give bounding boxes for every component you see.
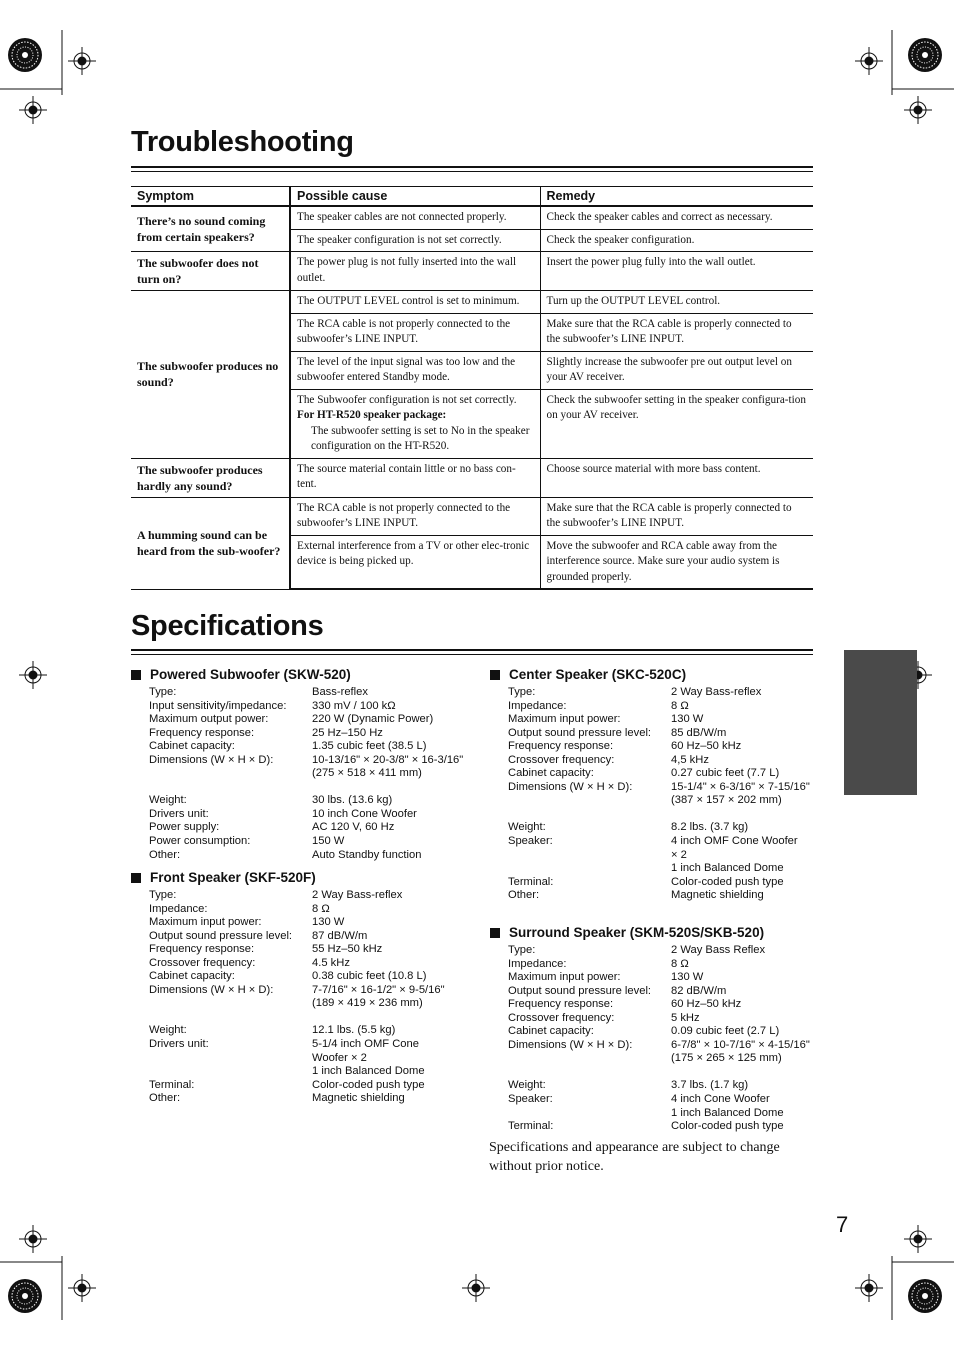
spec-value-line: (189 × 419 × 236 mm) [312,997,423,1010]
square-bullet-icon [490,928,500,938]
spec-value [312,794,469,808]
spec-row [149,700,469,714]
spec-row [149,984,469,1011]
spec-label: Output sound pressure level: [149,929,293,942]
spec-value [671,889,823,903]
spec-value-line: 25 Hz–150 Hz [312,726,383,739]
symptom-cell: There’s no sound coming from certain speakers? [131,206,290,252]
spec-label: Impedance: [508,957,567,970]
spec-value-line: 2 Way Bass-reflex [671,686,762,698]
star-target-icon [908,1279,942,1313]
spec-value-line: 30 lbs. (13.6 kg) [312,794,393,807]
spec-value-line: 3.7 lbs. (1.7 kg) [671,1079,749,1092]
spec-value-line: Color-coded push type [671,875,784,888]
spec-label: Cabinet capacity: [508,1025,594,1038]
spec-value-line: (275 × 518 × 411 mm) [312,767,422,780]
cause-text: The OUTPUT LEVEL control is set to minimum. [297,295,520,307]
spec-row [508,767,823,781]
spec-row [149,713,469,727]
title-rule [131,166,813,168]
spec-label: Weight: [149,794,187,807]
spec-row [149,686,469,700]
spec-value-line: 0.38 cubic feet (10.8 L) [312,970,427,983]
spec-row [149,1038,469,1079]
spec-label: Dimensions (W × H × D): [149,753,274,766]
spec-label: Maximum input power: [149,916,262,929]
spec-label: Other: [149,848,181,861]
spec-label: Weight: [149,1024,187,1037]
spec-value-line: Magnetic shielding [312,1092,405,1105]
spec-section-center-speaker [508,666,823,903]
spec-row [149,740,469,754]
cause-text: The speaker configuration is not set correctly. [297,233,502,246]
spec-row [508,1079,823,1093]
spec-value-line: 2 Way Bass Reflex [671,944,766,956]
spec-value [671,944,823,958]
spec-label: Terminal: [149,1078,195,1091]
spec-value-line: 150 W [312,835,345,848]
spec-value-line: 8 Ω [671,957,689,970]
spec-value [671,998,823,1012]
spec-value [671,985,823,999]
spec-row [508,835,823,876]
spec-row [508,944,823,958]
symptom-cell: A humming sound can be heard from the sub-woofer? [131,497,290,589]
spec-label: Maximum input power: [508,713,621,726]
spec-label: Impedance: [508,699,567,712]
cause-sub-label: For HT-R520 speaker package: [297,409,447,421]
cause-text: The level of the input signal was too low and the subwoofer entered Standby mode. [297,355,516,383]
spec-label: Maximum input power: [508,971,621,984]
spec-row [508,1093,823,1120]
table-row [131,252,813,291]
square-bullet-icon [131,670,141,680]
star-target-icon [908,38,942,72]
spec-value-line: 85 dB/W/m [671,726,727,739]
star-target-icon [8,1279,42,1313]
spec-value-line: 1.35 cubic feet (38.5 L) [312,740,427,753]
spec-row [149,889,469,903]
spec-label: Drivers unit: [149,807,209,820]
spec-label: Impedance: [149,902,208,915]
spec-label: Dimensions (W × H × D): [508,780,633,793]
spec-value [312,754,469,781]
spec-section-title [131,869,469,886]
cause-text: The speaker cables are not connected properly. [297,211,507,223]
remedy-cell: Check the speaker configuration. [540,229,813,252]
spec-row [508,740,823,754]
spec-value-line: AC 120 V, 60 Hz [312,821,395,834]
spec-row [149,821,469,835]
spec-value-line: 220 W (Dynamic Power) [312,713,434,726]
spec-value-line: 2 Way Bass-reflex [312,889,403,901]
spec-value [312,686,469,700]
spec-row [508,821,823,835]
spec-value [312,970,469,984]
section-tab [844,650,917,795]
spec-value [312,821,469,835]
spec-value [671,876,823,890]
cause-cell [290,497,540,535]
spec-value-line: 8 Ω [312,902,330,915]
title-rule [131,171,813,172]
spec-section-front-speaker [149,869,469,1106]
cause-cell [290,252,540,291]
spec-value [671,713,823,727]
spec-label: Output sound pressure level: [508,726,652,739]
cause-text: The RCA cable is not properly connected to the subwoofer’s LINE INPUT. [297,501,511,529]
spec-row [508,1039,823,1066]
spec-row [149,957,469,971]
spec-label: Maximum output power: [149,713,269,726]
spec-value-line: 1 inch Balanced Dome [312,1065,425,1078]
spec-value [671,727,823,741]
spec-section-title [131,666,469,683]
spec-value-line: 130 W [312,916,345,929]
spec-label: Other: [508,889,540,902]
spec-value-line: 10-13/16" × 20-3/8" × 16-3/16" [312,753,464,766]
spec-label: Speaker: [508,1093,553,1106]
spec-label: Type: [508,686,536,698]
spec-section-title-text: Powered Subwoofer (SKW-520) [150,667,351,682]
spec-row [149,754,469,781]
spec-value [312,903,469,917]
spec-value [312,930,469,944]
remedy-cell: Move the subwoofer and RCA cable away from the interference source. Make sure your audio system is grounded properly. [540,535,813,589]
spec-value [312,1092,469,1106]
cause-sub-text: The subwoofer setting is set to No in the speaker configuration on the HT-R520. [311,424,530,452]
spec-row [508,1120,823,1134]
cause-text: The source material contain little or no bass con-tent. [297,462,516,490]
spec-label: Crossover frequency: [508,753,615,766]
spec-row [508,754,823,768]
troubleshooting-table [131,186,813,590]
remedy-cell: Check the subwoofer setting in the speaker configura-tion on your AV receiver. [540,389,813,458]
spec-value-line: Color-coded push type [671,1120,784,1133]
spec-section-surround-speaker [508,924,823,1134]
spec-label: Dimensions (W × H × D): [508,1038,633,1051]
spec-value-line: 15-1/4" × 6-3/16" × 7-15/16" [671,780,810,793]
spec-label: Other: [149,1092,181,1105]
star-target-icon [8,38,42,72]
symptom-cell: The subwoofer produces no sound? [131,291,290,459]
spec-value [671,1039,823,1066]
spec-row [149,943,469,957]
spec-section-powered-subwoofer [149,666,469,862]
square-bullet-icon [490,670,500,680]
cause-cell [290,313,540,351]
spec-value [312,849,469,863]
spec-row [149,1079,469,1093]
spec-value-line: 1 inch Balanced Dome [671,862,784,875]
spec-value-line: × 2 [671,848,687,861]
spec-section-title-text: Front Speaker (SKF-520F) [150,870,316,885]
cause-cell [290,229,540,252]
spec-value-line: 5 kHz [671,1011,700,1024]
spec-row [508,998,823,1012]
spec-row [149,1092,469,1106]
cause-cell [290,291,540,314]
spec-value-line: Color-coded push type [312,1078,425,1091]
cause-text: The Subwoofer configuration is not set correctly. [297,393,517,406]
spec-row [149,727,469,741]
remedy-cell: Check the speaker cables and correct as necessary. [540,206,813,229]
spec-value-line: 12.1 lbs. (5.5 kg) [312,1024,396,1037]
spec-row [508,876,823,890]
spec-value-line: (175 × 265 × 125 mm) [671,1052,782,1065]
table-row [131,458,813,497]
spec-value-line: 130 W [671,713,704,726]
cause-text: The power plug is not fully inserted into the wall outlet. [297,256,517,284]
spec-value [312,835,469,849]
cause-cell [290,351,540,389]
spec-value [671,686,823,700]
spec-row [149,930,469,944]
spec-row [508,958,823,972]
spec-value [671,767,823,781]
spec-label: Weight: [508,1079,546,1092]
spec-row [508,985,823,999]
spec-value-line: 130 W [671,971,704,984]
spec-value [671,781,823,808]
spec-row [149,835,469,849]
symptom-cell: The subwoofer does not turn on? [131,252,290,291]
spec-value [312,700,469,714]
spec-value-line: Woofer × 2 [312,1051,367,1064]
spec-value [312,889,469,903]
spec-value [312,916,469,930]
spec-value [671,1120,823,1134]
spec-label: Power consumption: [149,835,251,848]
spec-value-line: 6-7/8" × 10-7/16" × 4-15/16" [671,1038,810,1051]
spec-value-line: 4,5 kHz [671,753,709,766]
spec-label: Cabinet capacity: [149,740,235,753]
specifications-title: Specifications [131,610,324,642]
spec-label: Frequency response: [508,740,614,753]
spec-value-line: 82 dB/W/m [671,984,727,997]
spec-value-line: 60 Hz–50 kHz [671,998,742,1011]
spec-value [671,971,823,985]
spec-value-line: 60 Hz–50 kHz [671,740,742,753]
spec-value [671,754,823,768]
header-remedy: Remedy [540,187,813,207]
spec-label: Type: [508,944,536,956]
table-row [131,291,813,314]
spec-value [312,1024,469,1038]
remedy-cell: Choose source material with more bass content. [540,458,813,497]
spec-value-line: 4 inch OMF Cone Woofer [671,835,798,848]
spec-section-title-text: Surround Speaker (SKM-520S/SKB-520) [509,925,765,940]
spec-value [312,1038,469,1079]
remedy-cell: Make sure that the RCA cable is properly connected to the subwoofer’s LINE INPUT. [540,313,813,351]
spec-label: Power supply: [149,821,220,834]
spec-row [508,1012,823,1026]
spec-row [508,889,823,903]
spec-value-line: 10 inch Cone Woofer [312,807,417,820]
spec-value-line: 8 Ω [671,699,689,712]
spec-value-line: 1 inch Balanced Dome [671,1106,784,1119]
spec-value-line: 8.2 lbs. (3.7 kg) [671,821,749,834]
troubleshooting-title: Troubleshooting [131,126,354,158]
title-rule [131,654,813,655]
spec-value [312,1079,469,1093]
spec-value [671,740,823,754]
spec-row [508,713,823,727]
square-bullet-icon [131,873,141,883]
spec-label: Crossover frequency: [508,1011,615,1024]
spec-row [149,1024,469,1038]
spec-value [671,835,823,876]
table-row [131,206,813,229]
spec-row [149,903,469,917]
table-row [131,497,813,535]
spec-value [312,713,469,727]
spec-label: Speaker: [508,835,553,848]
remedy-cell: Make sure that the RCA cable is properly connected to the subwoofer’s LINE INPUT. [540,497,813,535]
spec-value [312,727,469,741]
spec-value [671,700,823,714]
spec-value-line: Auto Standby function [312,848,422,861]
spec-row [508,971,823,985]
remedy-cell: Turn up the OUTPUT LEVEL control. [540,291,813,314]
spec-label: Cabinet capacity: [149,970,235,983]
spec-value-line: 55 Hz–50 kHz [312,943,383,956]
spec-value-line: Magnetic shielding [671,889,764,902]
cause-cell [290,389,540,458]
cause-text: The RCA cable is not properly connected to the subwoofer’s LINE INPUT. [297,317,511,345]
spec-row [149,970,469,984]
cause-text: External interference from a TV or other elec-tronic device is being picked up. [297,539,530,567]
spec-section-title [490,666,823,683]
spec-value [671,1012,823,1026]
spec-value-line: 4 inch Cone Woofer [671,1093,770,1106]
spec-value-line: 4.5 kHz [312,956,350,969]
header-symptom: Symptom [131,187,290,207]
spec-value [312,943,469,957]
remedy-cell: Insert the power plug fully into the wall outlet. [540,252,813,291]
spec-row [508,1025,823,1039]
spec-value [671,1093,823,1120]
spec-label: Type: [149,889,177,901]
cause-cell [290,206,540,229]
spec-row [149,808,469,822]
spec-label: Frequency response: [149,726,255,739]
spec-row [149,849,469,863]
spec-value-line: 0.27 cubic feet (7.7 L) [671,767,780,780]
spec-value [671,821,823,835]
spec-row [149,916,469,930]
cause-cell [290,458,540,497]
spec-label: Frequency response: [149,943,255,956]
spec-label: Type: [149,686,177,698]
spec-value [312,808,469,822]
spec-row [508,781,823,808]
spec-value-line: 330 mV / 100 kΩ [312,699,396,712]
spec-value-line: 5-1/4 inch OMF Cone [312,1038,419,1051]
spec-value-line: 7-7/16" × 16-1/2" × 9-5/16" [312,983,445,996]
spec-label: Drivers unit: [149,1038,209,1051]
spec-label: Input sensitivity/impedance: [149,699,287,712]
spec-section-title [490,924,823,941]
spec-value-line: Bass-reflex [312,686,368,698]
symptom-cell: The subwoofer produces hardly any sound? [131,458,290,497]
spec-section-title-text: Center Speaker (SKC-520C) [509,667,687,682]
spec-value [312,984,469,1011]
spec-row [508,700,823,714]
spec-value [671,958,823,972]
spec-row [149,794,469,808]
spec-row [508,686,823,700]
spec-label: Output sound pressure level: [508,984,652,997]
spec-value-line: (387 × 157 × 202 mm) [671,794,782,807]
spec-label: Dimensions (W × H × D): [149,983,274,996]
specifications-notice: Specifications and appearance are subject to change without prior notice. [489,1140,780,1174]
spec-value [671,1079,823,1093]
spec-value [671,1025,823,1039]
cause-cell [290,535,540,589]
spec-value-line: 87 dB/W/m [312,929,368,942]
spec-label: Crossover frequency: [149,956,256,969]
spec-value-line: 0.09 cubic feet (2.7 L) [671,1025,780,1038]
spec-value [312,740,469,754]
header-possible-cause: Possible cause [290,187,540,207]
spec-row [508,727,823,741]
spec-label: Frequency response: [508,998,614,1011]
remedy-cell: Slightly increase the subwoofer pre out output level on your AV receiver. [540,351,813,389]
spec-value [312,957,469,971]
spec-label: Cabinet capacity: [508,767,594,780]
spec-label: Terminal: [508,875,554,888]
page-number: 7 [836,1212,849,1237]
spec-label: Weight: [508,821,546,834]
spec-label: Terminal: [508,1120,554,1133]
title-rule [131,649,813,651]
